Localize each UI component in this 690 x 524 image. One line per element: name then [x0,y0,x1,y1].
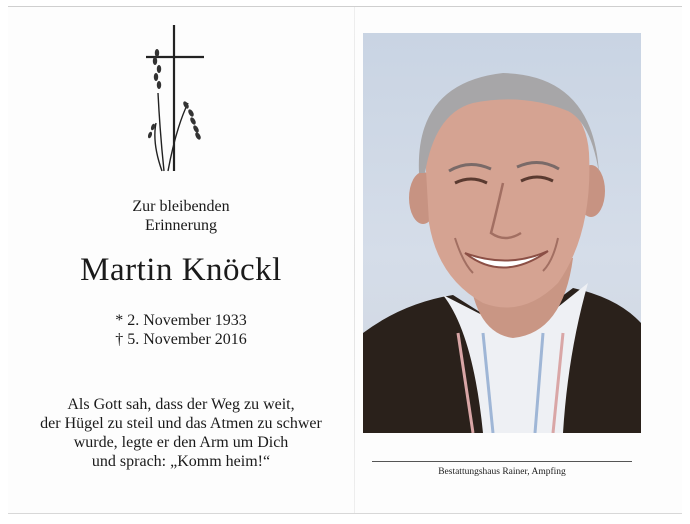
memory-line: Erinnerung [145,217,217,234]
divider-line [372,461,632,462]
life-dates [8,311,354,349]
funeral-home-label: Bestattungshaus Rainer, Ampfing [438,467,566,477]
deceased-name: Martin Knöckl [80,252,282,288]
death-date: † 5. November 2016 [115,331,247,348]
verse-line: wurde, legte er den Arm um Dich [73,434,289,451]
portrait-photo [363,33,641,433]
verse-line: der Hügel zu steil und das Atmen zu schwer [40,415,322,432]
birth-date: * 2. November 1933 [115,312,247,329]
memorial-card [8,6,682,514]
memory-line: Zur bleibenden [132,198,230,215]
card-left-panel [8,7,354,513]
cross-with-wheat-icon [142,23,206,173]
verse-line: und sprach: „Komm heim!“ [91,453,271,470]
portrait-illustration [363,33,641,433]
card-right-panel [355,7,682,513]
verse-line: Als Gott sah, dass der Weg zu weit, [67,396,295,413]
memorial-verse [8,395,354,471]
memory-heading [8,197,354,235]
